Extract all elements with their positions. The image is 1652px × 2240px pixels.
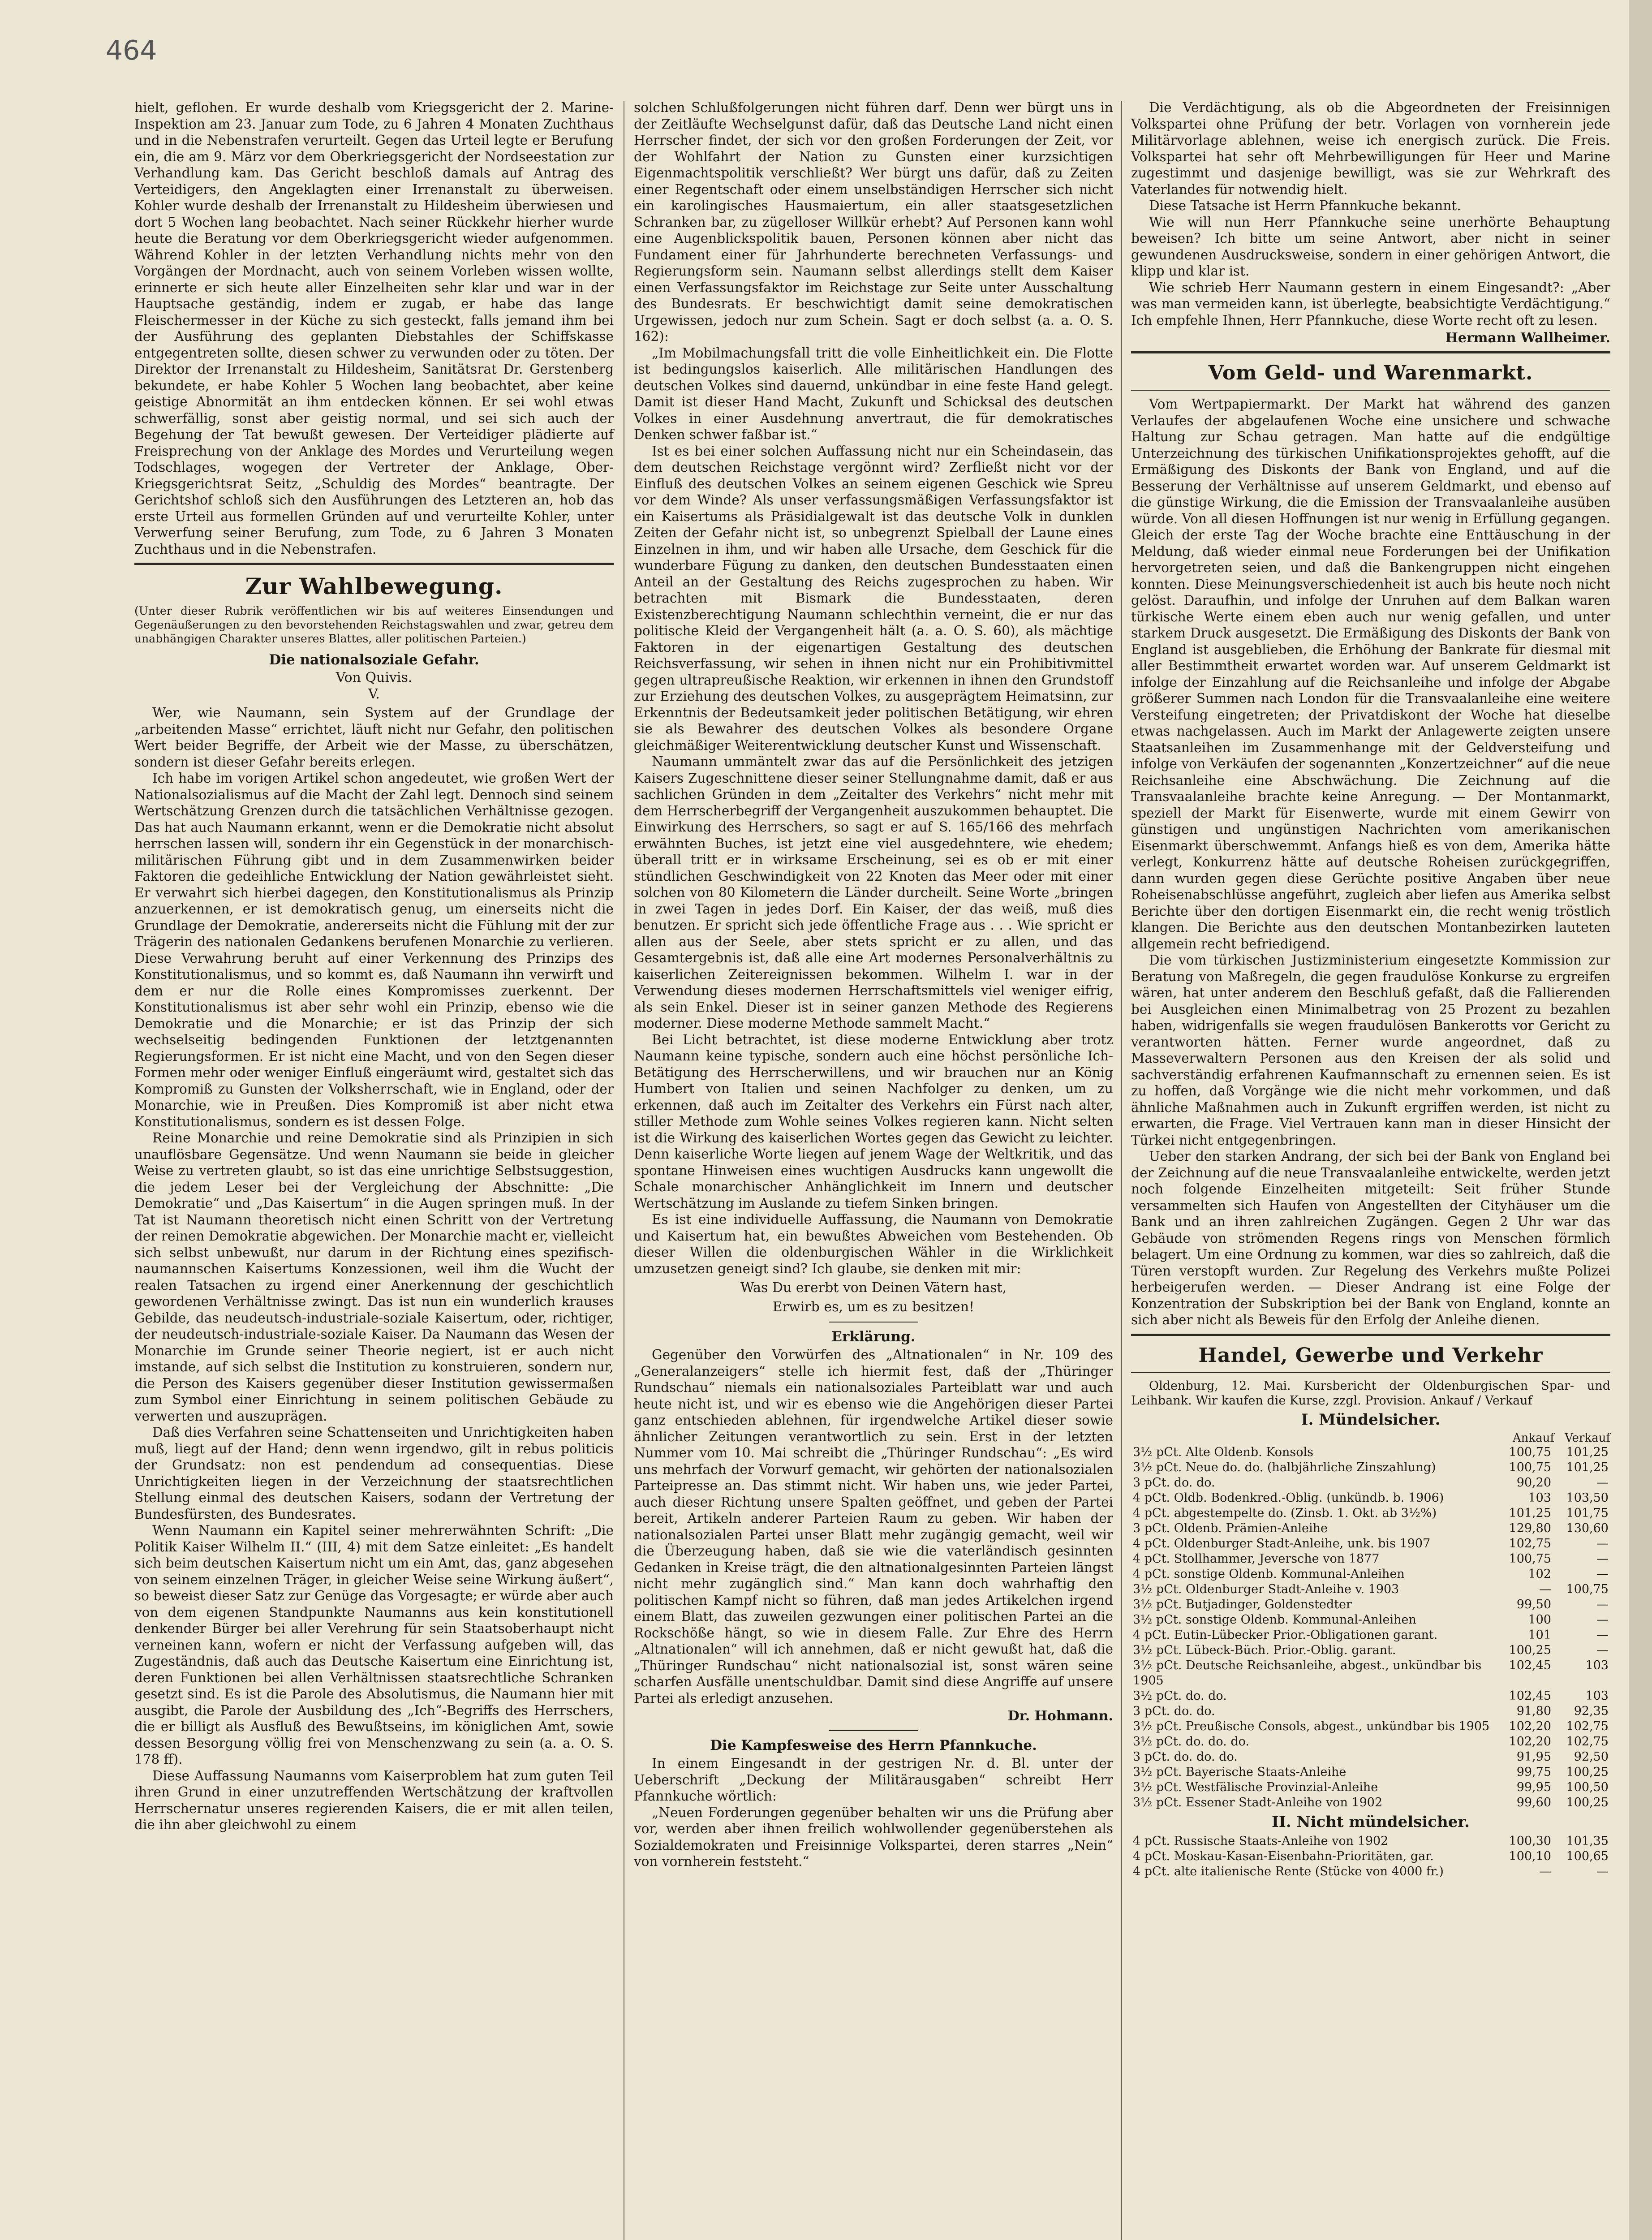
verkauf-value: — — [1596, 1628, 1609, 1642]
paragraph: Ueber den starken Andrang, der sich bei der Bank von England bei der Zeichnung auf die neue Transvaalanleihe entwickelte, werden jetzt noch folgende Einzelheiten mitgeteilt: Seit früher Stunde versammelten sich Haufen von Angestellten der Cityhäuser um die Bank und an ihren zahlreichen Zugängen. Gegen 2 Uhr war das Gebäude von strömenden Regens rings von Menschen förmlich belagert. Um eine Ordnung zu kommen, war dies so zahlreich, daß die Türen verstopft wurden. Zur Regelung des Verkehrs mußte Polizei herbeigerufen werden. — Dieser Andrang ist eine Folge der Konzentration der Subskription bei der Bank von England, konnte an sich aber nicht als Beweis für den Erfolg der Anleihe dienen. — [1131, 1149, 1610, 1327]
paragraph: Ist es bei einer solchen Auffassung nicht nur ein Scheindasein, das dem deutschen Reichstage vergönnt wird? Zerfließt nicht vor der Einfluß des deutschen Volkes an seinem eigenen Geschick wie Spreu vor dem Winde? Als unser verfassungsmäßigen Verfassungsfaktor ist ein Kaisertums als Präsidialgewalt ist das deutsche Volk in dunklen Zeiten der Gefahr nicht ist, so unbegrenzt Spielball der Laune eines Einzelnen in ihm, und wir haben alle Ursache, dem Geschick für die wunderbare Fügung zu danken, den deutschen Bundesstaaten einen Anteil an der Gestaltung des Reichs zugesprochen zu haben. Wir betrachten mit Bismark die Bundesstaaten, deren Existenzberechtigung Naumann schlechthin verneint, die er nur das politische Kleid der Vergangenheit hält (a. a. O. S. 60), als mächtige Faktoren in der eigenartigen Gestaltung des deutschen Reichsverfassung, wir sehen in ihnen nicht nur ein Prohibitivmittel gegen ultrapreußische Reaktion, wir erkennen in ihnen den Grundstoff zur Erziehung des deutschen Volkes, zu ausgeprägtem Heimatsinn, zur Erkenntnis der Bedeutsamkeit jeder politischen Betätigung, wir ehren sie als Bewahrer des deutschen Volkes als besondere Organe gleichmäßiger Weiterentwicklung deutscher Kunst und Wissenschaft. — [634, 443, 1113, 753]
verkauf-value: — — [1596, 1475, 1609, 1490]
ankauf-value: 91,95 — [1516, 1749, 1551, 1764]
paragraph: Bei Licht betrachtet, ist diese moderne Entwicklung aber trotz Naumann keine typische, sondern auch eine höchst persönliche Ich-Betätigung des Herrscherwillens, und wir brauchen nur an König Humbert von Italien und seinen Nachfolger zu denken, um zu erkennen, daß auch im Zeitalter des Verkehrs ein Fürst nach alter, stiller Methode zum Wohle seines Volkes regieren kann. Nicht selten ist die Wirkung des kaiserlichen Wortes gegen das Gewicht zu leichter. Denn kaiserliche Worte liegen auf jenem Wage der Weltkritik, und das spontane Hinweisen eines wuchtigen Ausdrucks kann ungewollt die Schale monarchischer Anhänglichkeit im Innern und deutscher Wertschätzung im Auslande zu tiefem Sinken bringen. — [634, 1032, 1113, 1211]
ankauf-value: 100,75 — [1509, 1551, 1551, 1566]
paragraph: solchen Schlußfolgerungen nicht führen darf. Denn wer bürgt uns in der Zeitläufte Wechselgunst dafür, daß das Deutsche Land nicht einen Herrscher findet, der sich vor den großen Forderungen der Zeit, vor der Wohlfahrt der Nation zu Gunsten einer kurzsichtigen Eigenmachtspolitik verschließt? Wer bürgt uns dafür, daß zu Zeiten einer Regentschaft oder einem unselbständigen Herrscher sich nicht ein karolingisches Hausmaiertum, ein aller staatsgesetzlichen Schranken bar, zu zügelloser Willkür erhebt? Auf Personen kann wohl eine Augenblickspolitik bauen, Personen können aber nicht das Fundament einer für Jahrhunderte berechneten Verfassungs- und Regierungsform sein. Naumann selbst allerdings stellt dem Kaiser einen Verfassungsfaktor im Reichstage zur Seite unter Ausschaltung des Bundesrats. Er beschwichtigt damit seine demokratischen Urgewissen, jedoch nur zum Schein. Sagt er doch selbst (a. a. O. S. 162): — [634, 100, 1113, 344]
table-row — [1131, 1795, 1610, 1810]
paragraph: Es ist eine individuelle Auffassung, die Naumann von Demokratie und Kaisertum hat, ein bewußtes Abweichen vom Bestehenden. Ob dieser Willen die oldenburgischen Wähler in die Wirklichkeit umzusetzen geneigt sind? Ich glaube, sie denken mit mir: — [634, 1212, 1113, 1276]
section-divider — [1131, 351, 1610, 353]
security-name: 3½ pCt. do. do. — [1133, 1689, 1227, 1703]
table-row — [1131, 1849, 1610, 1864]
verkauf-value: — — [1596, 1864, 1609, 1878]
table-row — [1131, 1475, 1610, 1490]
verkauf-value: 102,75 — [1566, 1719, 1609, 1733]
security-name: 3½ pCt. do. do. do. — [1133, 1734, 1249, 1749]
security-name: 4 pCt. Russische Staats-Anleihe von 1902 — [1133, 1834, 1389, 1848]
verkauf-value: — — [1596, 1551, 1609, 1566]
verkauf-value: 101,75 — [1566, 1506, 1609, 1520]
table-row — [1131, 1780, 1610, 1795]
paragraph: Die Verdächtigung, als ob die Abgeordneten der Freisinnigen Volkspartei ohne Prüfung der betr. Vorlagen von vornherein jede Militärvorlage ablehnen, weise ich energisch zurück. Die Freis. Volkspartei hat sehr oft Mehrbewilligungen für Heer und Marine zugestimmt und dasjenige bewilligt, was sie zur Wehrkraft des Vaterlandes für notwendig hielt. — [1131, 100, 1610, 197]
section-note: (Unter dieser Rubrik veröffentlichen wir bis auf weiteres Einsendungen und Gegenäußerungen zu den bevorstehenden Reichstagswahlen und zwar, getreu dem unabhängigen Charakter unseres Blattes, aller politischen Parteien.) — [134, 604, 614, 645]
quote-section-title: II. Nicht mündelsicher. — [1272, 1813, 1470, 1831]
column-rule — [1121, 101, 1122, 2240]
quote-section-title: I. Mündelsicher. — [1301, 1410, 1441, 1429]
paragraph: Gegenüber den Vorwürfen des „Altnationalen“ in Nr. 109 des „Generalanzeigers“ stelle ich hiermit fest, daß der „Thüringer Rundschau“ niemals ein nationalsoziales Parteiblatt war und auch heute nicht ist, und wir es ebenso wie die Angehörigen dieser Partei ganz entschieden ablehnen, für irgendwelche Artikel dieser sowie ähnlicher Zeitungen verantwortlich zu sein. Erst in der letzten Nummer vom 10. Mai schreibt die „Thüringer Rundschau“: „Es wird uns mehrfach der Vorwurf gemacht, wir gehörten der nationalsozialen Parteipresse an. Das stimmt nicht. Wir haben uns, wie jeder Partei, auch dieser Richtung unsere Spalten geöffnet, und geben der Partei bereit, Artikeln anderer Parteien Raum zu geben. Wir haben der nationalsozialen Partei unser Blatt mehr zugängig gemacht, weil wir die Überzeugung haben, daß sie wie die vaterländisch gesinnten Gedanken in Kreise trägt, die den altnationalgesinnten Parteien längst nicht mehr zugänglich sind.“ Man kann doch wahrhaftig den politischen Kampf nicht so führen, daß man jedes Artikelchen irgend einem Blatt, das zuweilen gezwungen einer politischen Partei an die Rockschöße hängt, so wie in diesem Falle. Zur Ehre des Herrn „Altnationalen“ will ich annehmen, daß er nicht gewußt hat, daß die „Thüringer Rundschau“ nicht nationalsozial ist, sonst wären seine scharfen Ausfälle unentschuldbar. Damit sind diese Angriffe auf unsere Partei als erledigt anzusehen. — [634, 1347, 1113, 1706]
verkauf-value: 103 — [1585, 1689, 1609, 1703]
table-row — [1131, 1689, 1610, 1704]
security-name: 3 pCt. Oldenb. Prämien-Anleihe — [1133, 1521, 1328, 1535]
table-row — [1131, 1521, 1610, 1536]
security-name: 3½ pCt. Westfälische Provinzial-Anleihe — [1133, 1780, 1378, 1794]
security-name: 3 pCt. do. do. — [1133, 1475, 1215, 1490]
table-row — [1131, 1460, 1610, 1475]
ankauf-value: 91,80 — [1516, 1704, 1551, 1718]
security-name: 3½ pCt. Oldenburger Stadt-Anleihe v. 1903 — [1133, 1582, 1399, 1596]
verkauf-value: 100,65 — [1566, 1849, 1609, 1863]
ankauf-value: 100,75 — [1509, 1445, 1551, 1459]
byline: Von Quivis. — [336, 670, 413, 685]
section-divider — [134, 563, 614, 565]
paragraph: Reine Monarchie und reine Demokratie sind als Prinzipien in sich unauflösbare Gegensätze. Und wenn Naumann sie beide in gleicher Weise zu vertreten glaubt, so ist das eine unrichtige Selbstsuggestion, die jedem Leser bei der Vergleichung der Abschnitte: „Die Demokratie“ und „Das Kaisertum“ in die Augen springen muß. In der Tat ist Naumann theoretisch nicht einen Schritt von der Vertretung der reinen Demokratie abgewichen. Der Monarchie macht er, vielleicht sich selbst unbewußt, nur darum in der Richtung eines spezifisch-naumannschen Kaisertums Konzessionen, weil ihm die Wucht der realen Tatsachen zu irgend einer Anerkennung der geschichtlich gewordenen Verhältnisse zwingt. Das ist nun ein wunderlich krauses Gebilde, das neudeutsch-industriale-soziale Kaisertum, oder, richtiger, der neudeutsch-industriale-soziale Kaiser. Da Naumann das Wesen der Monarchie im Grunde seiner Theorie negiert, ist er auch nicht imstande, auf sich selbst die Institution zu konstruieren, sondern nur, die Person des Kaisers gegenüber dieser Institution gewissermaßen zum Symbol einer Einrichtung in seinem politischen Gebäude zu verwerten und auszuprägen. — [134, 1130, 614, 1424]
ankauf-value: 102 — [1528, 1567, 1551, 1581]
ankauf-value: 102,20 — [1509, 1734, 1551, 1749]
section-divider — [1131, 1334, 1610, 1336]
ankauf-value: 100,75 — [1509, 1460, 1551, 1474]
section-title: Handel, Gewerbe und Verkehr — [1198, 1344, 1543, 1367]
table-row — [1131, 1719, 1610, 1734]
table-row — [1131, 1749, 1610, 1765]
paragraph: hielt, geflohen. Er wurde deshalb vom Kriegsgericht der 2. Marine-Inspektion am 23. Januar zum Tode, zu 6 Jahren 4 Monaten Zuchthaus und in die Nebenstrafen verurteilt. Gegen das Urteil legte er Berufung ein, die am 9. März vor dem Oberkriegsgericht der Nordseestation zur Verhandlung kam. Das Gericht beschloß damals auf Antrag des Verteidigers, den Angeklagten einer Irrenanstalt zu überweisen. Kohler wurde deshalb der Irrenanstalt zu Hildesheim überwiesen und dort 5 Wochen lang beobachtet. Nach seiner Rückkehr hierher wurde heute die Beratung vor dem Oberkriegsgericht wieder aufgenommen. Während Kohler in der letzten Verhandlung nichts mehr von den Vorgängen der Mordnacht, auch von seinem Vorleben wissen wollte, erinnerte er sich heute aller Einzelheiten sehr klar und war in der Hauptsache geständig, indem er zugab, er habe das lange Fleischermesser in der Küche zu sich gesteckt, falls jemand ihm bei der Ausführung des geplanten Diebstahles der Schiffskasse entgegentreten sollte, diesen schwer zu verwunden oder zu töten. Der Direktor der Irrenanstalt zu Hildesheim, Sanitätsrat Dr. Gerstenberg bekundete, er habe Kohler 5 Wochen lang beobachtet, aber keine geistige Abnormität an ihm entdecken können. Er sei wohl etwas schwerfällig, sonst aber geistig normal, und sei sich auch der Begehung der Tat bewußt gewesen. Der Verteidiger plädierte auf Freisprechung von der Anklage des Mordes und Verurteilung wegen Todschlages, wogegen der Vertreter der Anklage, Ober-Kriegsgerichtsrat Seitz, „Schuldig des Mordes“ beantragte. Der Gerichtshof schloß sich den Ausführungen des Letzteren an, hob das erste Urteil aus formellen Gründen auf und verurteilte Kohler, unter Verwerfung seiner Berufung, zum Tode, zu 6 Jahren 3 Monaten Zuchthaus und in die Nebenstrafen. — [134, 100, 614, 557]
column-3 — [1131, 99, 1610, 1879]
table-row — [1131, 1445, 1610, 1460]
table-row — [1131, 1597, 1610, 1612]
paragraph: Oldenburg, 12. Mai. Kursbericht der Oldenburgischen Spar- und Leihbank. Wir kaufen die Kurse, zzgl. Provision. Ankauf / Verkauf — [1131, 1378, 1610, 1408]
ankauf-value: — — [1539, 1864, 1551, 1878]
security-name: 4 pCt. Oldb. Bodenkred.-Oblig. (unkündb. b. 1906) — [1133, 1490, 1444, 1505]
divider — [829, 1730, 918, 1731]
paragraph: Vom Wertpapiermarkt. Der Markt hat während des ganzen Verlaufes der abgelaufenen Woche eine unsichere und schwache Haltung zur Schau getragen. Man hatte auf die endgültige Unterzeichnung des türkischen Unifikationsprojektes gehofft, auf die Ermäßigung des Diskonts der Bank von England, und auf die Besserung der Verhältnisse auf unserem Geldmarkt, und ebenso auf die günstige Wirkung, die die Emission der Transvaalanleihe ausüben würde. Von all diesen Hoffnungen ist nur wenig in Erfüllung gegangen. Gleich der erste Tag der Woche brachte eine Enttäuschung in der Meldung, daß wieder einmal neue Forderungen bei der Unifikation hervorgetreten seien, und daß die Bankengruppen nicht eingehen konnten. Diese Meinungsverschiedenheit ist auch bis heute noch nicht gelöst. Daraufhin, und infolge der Unruhen auf dem Balkan waren türkische Werte einem eben auch nur wenig gefallen, und unter starkem Druck ausgesetzt. Die Ermäßigung des Diskonts der Bank von England ist ausgeblieben, die Erhöhung der Bankrate für diesmal mit aller Bestimmtheit erwartet worden war. Auf unserem Geldmarkt ist infolge der Einzahlung auf die Reichsanleihe und infolge der Abgabe größerer Summen nach London für die Transvaalanleihe eine weitere Versteifung eingetreten; der Privatdiskont der Woche hat dieselbe etwas nachgelassen. Auch im Markt der Anlagewerte zeigten unsere Staatsanleihen im Zusammenhange mit der Geldversteifung und infolge von Verkäufen der sogenannten „Konzertzeichner“ auf die neue Reichsanleihe eine Abschwächung. Die Zeichnung auf die Transvaalanleihe brachte keine Anregung. — Der Montanmarkt, speziell der Markt für Eisenwerte, wurde mit einem Gewirr von günstigen und ungünstigen Nachrichten vom amerikanischen Eisenmarkt überschwemmt. Anfangs hieß es von dem, Amerika hätte verlegt, Konkurrenz hätte auf deutsche Roheisen zurückgegriffen, dann wurden gegen diese Gerüchte positive Angaben über neue Roheisenabschlüsse angeführt, zugleich aber liefen aus Amerika selbst Berichte über den dortigen Eisenmarkt ein, die recht wenig tröstlich klangen. Die Berichte aus den deutschen Montanbezirken lauteten allgemein recht befriedigend. — [1131, 396, 1610, 952]
table-row — [1131, 1658, 1610, 1689]
table-row — [1131, 1490, 1610, 1506]
article-title: Erklärung. — [831, 1329, 916, 1345]
ankauf-value: 102,45 — [1509, 1689, 1551, 1703]
paragraph: Ich habe im vorigen Artikel schon angedeutet, wie großen Wert der Nationalsozialismus auf die Macht der Zahl legt. Dennoch sind seinem Wertschätzung Grenzen durch die tatsächlichen Verhältnisse gezogen. Das hat auch Naumann erkannt, wenn er die Demokratie nicht absolut herrschen lassen will, sondern ihr ein Gegenstück in der monarchisch-militärischen Führung gibt und in dem Zusammenwirken beider Faktoren die gedeihliche Entwicklung der Nation gewährleistet sieht. Er verwahrt sich hierbei dagegen, den Konstitutionalismus als Prinzip anzuerkennen, er ist demokratisch genug, um einerseits nicht die Grundlage der Demokratie, andererseits nicht die Fühlung mit der zur Trägerin des nationalen Gedankens berufenen Monarchie zu verlieren. Diese Verwahrung beruht auf einer Verkennung des Prinzips des Konstitutionalismus, und so kommt es, daß Naumann ihn verwirft und dem er nur die Rolle eines Kompromisses zuerkennt. Der Konstitutionalismus ist aber sehr wohl ein Prinzip, ebenso wie die Demokratie und die Monarchie; er ist das Prinzip der sich wechselseitig bedingenden Funktionen der letztgenannten Regierungsformen. Er ist nicht eine Macht, und von den Segen dieser Formen mehr oder weniger Einfluß eingeräumt wird, gestaltet sich das Kompromiß zu Gunsten der Volksherrschaft, wie in England, oder der Monarchie, wie in Preußen. Dies Kompromiß ist aber nicht etwa Konstitutionalismus, sondern es ist dessen Folge. — [134, 771, 614, 1129]
article-title: Die Kampfesweise des Herrn Pfannkuche. — [710, 1737, 1037, 1753]
ankauf-value: 100,25 — [1509, 1643, 1551, 1657]
section-title: Vom Geld- und Warenmarkt. — [1208, 362, 1533, 384]
ankauf-value: 102,20 — [1509, 1719, 1551, 1733]
verkauf-value: 100,25 — [1566, 1795, 1609, 1809]
verkauf-value: 101,25 — [1566, 1445, 1609, 1459]
verkauf-value: 130,60 — [1566, 1521, 1609, 1535]
paragraph: Daß dies Verfahren seine Schattenseiten und Unrichtigkeiten haben muß, liegt auf der Hand; denn wenn irgendwo, gilt in rebus politicis der Grundsatz: non est pendendum ad consequentias. Diese Unrichtigkeiten liegen in der Verzeichnung der staatsrechtlichen Stellung einmal des deutschen Kaisers, sodann der Vertretung der Bundesfürsten, des Bundesrates. — [134, 1425, 614, 1522]
security-name: 4 pCt. abgestempelte do. (Zinsb. 1. Okt. ab 3½%) — [1133, 1506, 1437, 1520]
ankauf-value: 102,75 — [1509, 1536, 1551, 1551]
table-row — [1131, 1551, 1610, 1567]
verse-line: Was Du ererbt von Deinen Vätern hast, — [740, 1280, 1007, 1296]
verkauf-value: 103 — [1585, 1658, 1609, 1672]
table-row — [1131, 1864, 1610, 1879]
section-title: Zur Wahlbewegung. — [245, 573, 503, 599]
ankauf-value: 102,45 — [1509, 1658, 1551, 1672]
ankauf-value: 101,25 — [1509, 1506, 1551, 1520]
security-name: 4 pCt. Oldenburger Stadt-Anleihe, unk. bis 1907 — [1133, 1536, 1431, 1551]
security-name: 3½ pCt. Bayerische Staats-Anleihe — [1133, 1765, 1347, 1779]
security-name: 3 pCt. do. do. — [1133, 1704, 1215, 1718]
ankauf-value: 101 — [1528, 1628, 1551, 1642]
quote-table — [1131, 1445, 1610, 1810]
ankauf-value: 129,80 — [1509, 1521, 1551, 1535]
ankauf-value: — — [1539, 1582, 1551, 1596]
verkauf-value: 101,25 — [1566, 1460, 1609, 1474]
verkauf-value: 102,75 — [1566, 1734, 1609, 1749]
ankauf-value: 99,50 — [1516, 1597, 1551, 1611]
table-row — [1131, 1567, 1610, 1582]
quote-table — [1131, 1834, 1610, 1879]
security-name: 4 pCt. alte italienische Rente (Stücke von 4000 fr.) — [1133, 1864, 1444, 1878]
security-name: 4 pCt. Stollhammer, Jeversche von 1877 — [1133, 1551, 1380, 1566]
table-row — [1131, 1643, 1610, 1658]
verkauf-value: 101,35 — [1566, 1834, 1609, 1848]
table-row — [1131, 1506, 1610, 1521]
paragraph: In einem Eingesandt in der gestrigen Nr. d. Bl. unter der Ueberschrift „Deckung der Militärausgaben“ schreibt Herr Pfannkuche wörtlich: — [634, 1756, 1113, 1804]
ankauf-value: 100,10 — [1509, 1849, 1551, 1863]
security-name: 3 pCt. do. do. do. — [1133, 1749, 1238, 1764]
paragraph: Wer, wie Naumann, sein System auf der Grundlage der „arbeitenden Masse“ errichtet, läuft nicht nur Gefahr, den politischen Wert beider Begriffe, der Arbeit wie der Masse, zu überschätzen, sondern ist dieser Gefahr bereits erlegen. — [134, 705, 614, 770]
security-name: 3½ pCt. Lübeck-Büch. Prior.-Oblig. garant. — [1133, 1643, 1396, 1657]
part-number: V. — [368, 686, 380, 702]
verkauf-value: 92,35 — [1574, 1704, 1609, 1718]
ankauf-value: 99,95 — [1516, 1780, 1551, 1794]
verkauf-value: — — [1596, 1597, 1609, 1611]
verkauf-value: 103,50 — [1566, 1490, 1609, 1505]
paragraph: Diese Tatsache ist Herrn Pfannkuche bekannt. — [1149, 198, 1461, 213]
column-1 — [134, 99, 614, 1833]
signature: Dr. Hohmann. — [1007, 1708, 1113, 1724]
security-name: 4 pCt. Moskau-Kasan-Eisenbahn-Prioritäten, gar. — [1133, 1849, 1434, 1863]
verkauf-value: 100,50 — [1566, 1780, 1609, 1794]
ankauf-value: 100 — [1528, 1612, 1551, 1627]
verkauf-value: — — [1596, 1536, 1609, 1551]
security-name: 3½ pCt. Alte Oldenb. Konsols — [1133, 1445, 1313, 1459]
table-row — [1131, 1612, 1610, 1628]
paragraph: Wie schrieb Herr Naumann gestern in einem Eingesandt?: „Aber was man vermeiden kann, ist überlegte, beabsichtigte Verdächtigung.“ Ich empfehle Ihnen, Herr Pfannkuche, diese Worte recht oft zu lesen. — [1131, 280, 1610, 328]
paragraph: „Neuen Forderungen gegenüber behalten wir uns die Prüfung aber vor, werden aber ihnen freilich wohlwollender gegenüberstehen als Sozialdemokraten und Freisinnige Volkspartei, deren starres „Nein“ von vornherein feststeht.“ — [634, 1805, 1113, 1869]
divider — [1131, 1372, 1610, 1373]
quote-table-header — [1131, 1431, 1610, 1445]
security-name: 3½ pCt. sonstige Oldenb. Kommunal-Anleihen — [1133, 1612, 1416, 1627]
verkauf-value: — — [1596, 1643, 1609, 1657]
security-name: 3½ pCt. Essener Stadt-Anleihe von 1902 — [1133, 1795, 1383, 1809]
verkauf-value: 100,25 — [1566, 1765, 1609, 1779]
security-name: 3½ pCt. Neue do. do. (halbjährliche Zinszahlung) — [1133, 1460, 1436, 1474]
verkauf-value: — — [1596, 1567, 1609, 1581]
table-row — [1131, 1704, 1610, 1719]
paragraph: Naumann ummäntelt zwar das auf die Persönlichkeit des jetzigen Kaisers Zugeschnittene dieser seiner Stellungnahme damit, daß er aus sachlichen Gründen in dem „Zeitalter des Verkehrs“ nicht mehr mit dem Herrscherbegriff der Vergangenheit auszukommen behauptet. Die Einwirkung des Herrschers, so sagt er auf S. 165/166 des mehrfach erwähnten Buches, ist jetzt eine viel ausgedehntere, wie ehedem; überall tritt er in wirksame Erscheinung, sei es ob er mit einer stündlichen Geschwindigkeit von 22 Knoten das Meer oder mit einer solchen von 80 Kilometern die Länder durcheilt. Seine Worte „bringen in zwei Tagen in jedes Dorf. Ein Kaiser, der das weiß, muß dies benutzen. Er spricht sich jede öffentliche Frage aus . . . Wie spricht er allen aus der Seele, aber stets spricht er zu allen, und das Gesamtergebnis ist, daß alle eine Art modernes Personalverhältnis zu kaiserlichen Zeitereignissen bekommen. Wilhelm I. war in der Verwendung dieses modernen Herrschaftsmittels viel weniger eifrig, als sein Enkel. Dieser ist in seiner ganzen Methode des Regierens moderner. Diese moderne Methode sammelt Macht.“ — [634, 754, 1113, 1031]
ankauf-value: 103 — [1528, 1490, 1551, 1505]
table-row — [1131, 1834, 1610, 1849]
ankauf-value: 100,30 — [1509, 1834, 1551, 1848]
security-name: 4 pCt. sonstige Oldenb. Kommunal-Anleihen — [1133, 1567, 1405, 1581]
column-header-ankauf: Ankauf — [1512, 1431, 1554, 1445]
ankauf-value: 99,75 — [1516, 1765, 1551, 1779]
security-name: 4 pCt. Eutin-Lübecker Prior.-Obligationen garant. — [1133, 1628, 1438, 1642]
paragraph: Wie will nun Herr Pfannkuche seine unerhörte Behauptung beweisen? Ich bitte um seine Antwort, aber nicht in seiner gewundenen Ausdrucksweise, sondern in einer gehörigen Antwort, die klipp und klar ist. — [1131, 214, 1610, 279]
divider — [1131, 390, 1610, 391]
paragraph: Diese Auffassung Naumanns vom Kaiserproblem hat zum guten Teil ihren Grund in einer unzutreffenden Wertschätzung der kraftvollen Herrschernatur unseres regierenden Kaisers, die er mit allen teilen, die ihn aber gleichwohl zu einem — [134, 1768, 614, 1832]
verkauf-value: 92,50 — [1574, 1749, 1609, 1764]
table-row — [1131, 1536, 1610, 1551]
article-title: Die nationalsoziale Gefahr. — [269, 652, 479, 668]
security-name: 3½ pCt. Deutsche Reichsanleihe, abgest., unkündbar bis 1905 — [1133, 1658, 1482, 1688]
table-row — [1131, 1628, 1610, 1643]
column-header-verkauf: Verkauf — [1565, 1431, 1610, 1445]
paragraph: Die vom türkischen Justizministerium eingesetzte Kommission zur Beratung von Maßregeln, die gegen fraudulöse Konkurse zu ergreifen wären, hat unter anderem den Beschluß gefaßt, daß die Fallierenden bei Ausgleichen einen Minimalbetrag von 25 Prozent zu bezahlen haben, widrigenfalls sie wegen fraudulösen Bankerotts vor Gericht zu verantworten hätten. Ferner wurde angeordnet, daß zu Masseverwaltern Personen aus den Kreisen der als solid und sachverständig erfahrenen Kaufmannschaft zu ernennen seien. Es ist zu hoffen, daß Vorgänge wie die nicht mehr vorkommen, und daß ähnliche Maßnahmen auch in Zukunft ergriffen werden, ist nicht zu erwarten, die Frage. Viel Vertrauen kann man in dieser Hinsicht der Türkei nicht entgegenbringen. — [1131, 952, 1610, 1148]
verse-line: Erwirb es, um es zu besitzen! — [772, 1299, 975, 1315]
verkauf-value: 100,75 — [1566, 1582, 1609, 1596]
table-row — [1131, 1734, 1610, 1749]
table-row — [1131, 1582, 1610, 1597]
page-number: 464 — [106, 35, 157, 66]
security-name: 3½ pCt. Butjadinger, Goldenstedter — [1133, 1597, 1352, 1611]
ankauf-value: 90,20 — [1516, 1475, 1551, 1490]
paragraph: Wenn Naumann ein Kapitel seiner mehrerwähnten Schrift: „Die Politik Kaiser Wilhelm II.“ (III, 4) mit dem Satze einleitet: „Es handelt sich beim deutschen Kaisertum nicht um ein Amt, das, ganz abgesehen von seinem einzelnen Träger, in gleicher Weise seine Wirkung äußert“, so beweist dieser Satz zur Genüge das Vorgesagte; er würde aber auch von dem eigenen Standpunkte Naumanns aus kein konstitutionell denkender Bürger bei aller Verehrung für sein Staatsoberhaupt nicht verneinen kann, wofern er nicht der Verfassung aufgeben will, das Zugeständnis, daß auch das Deutsche Kaisertum eine Einrichtung ist, deren Funktionen bei allen Verhältnissen staatsrechtliche Schranken gesetzt sind. Es ist die Parole des Absolutismus, die Naumann hier mit ausgibt, die Parole der Ausbildung des „Ich“-Begriffs des Herrschers, die er billigt als Ausfluß des Bewußtseins, im königlichen Amt, sowie dessen Besorgung völlig frei von Menschenzwang zu sein (a. a. O. S. 178 ff). — [134, 1523, 614, 1767]
signature: Hermann Wallheimer. — [1445, 330, 1610, 346]
security-name: 3½ pCt. Preußische Consols, abgest., unkündbar bis 1905 — [1133, 1719, 1490, 1733]
verkauf-value: — — [1596, 1612, 1609, 1627]
page-edge — [1629, 0, 1652, 2240]
column-2 — [634, 99, 1113, 1870]
paragraph: „Im Mobilmachungsfall tritt die volle Einheitlichkeit ein. Die Flotte ist bedingungslos kaiserlich. Alle militärischen Handlungen des deutschen Volkes sind dauernd, unkündbar in eine feste Hand gelegt. Damit ist dieser Hand Macht, Zukunft und Schicksal des deutschen Volkes in einer Ausdehnung anvertraut, die für demokratisches Denken schwer faßbar ist.“ — [634, 345, 1113, 442]
table-row — [1131, 1765, 1610, 1780]
ankauf-value: 99,60 — [1516, 1795, 1551, 1809]
